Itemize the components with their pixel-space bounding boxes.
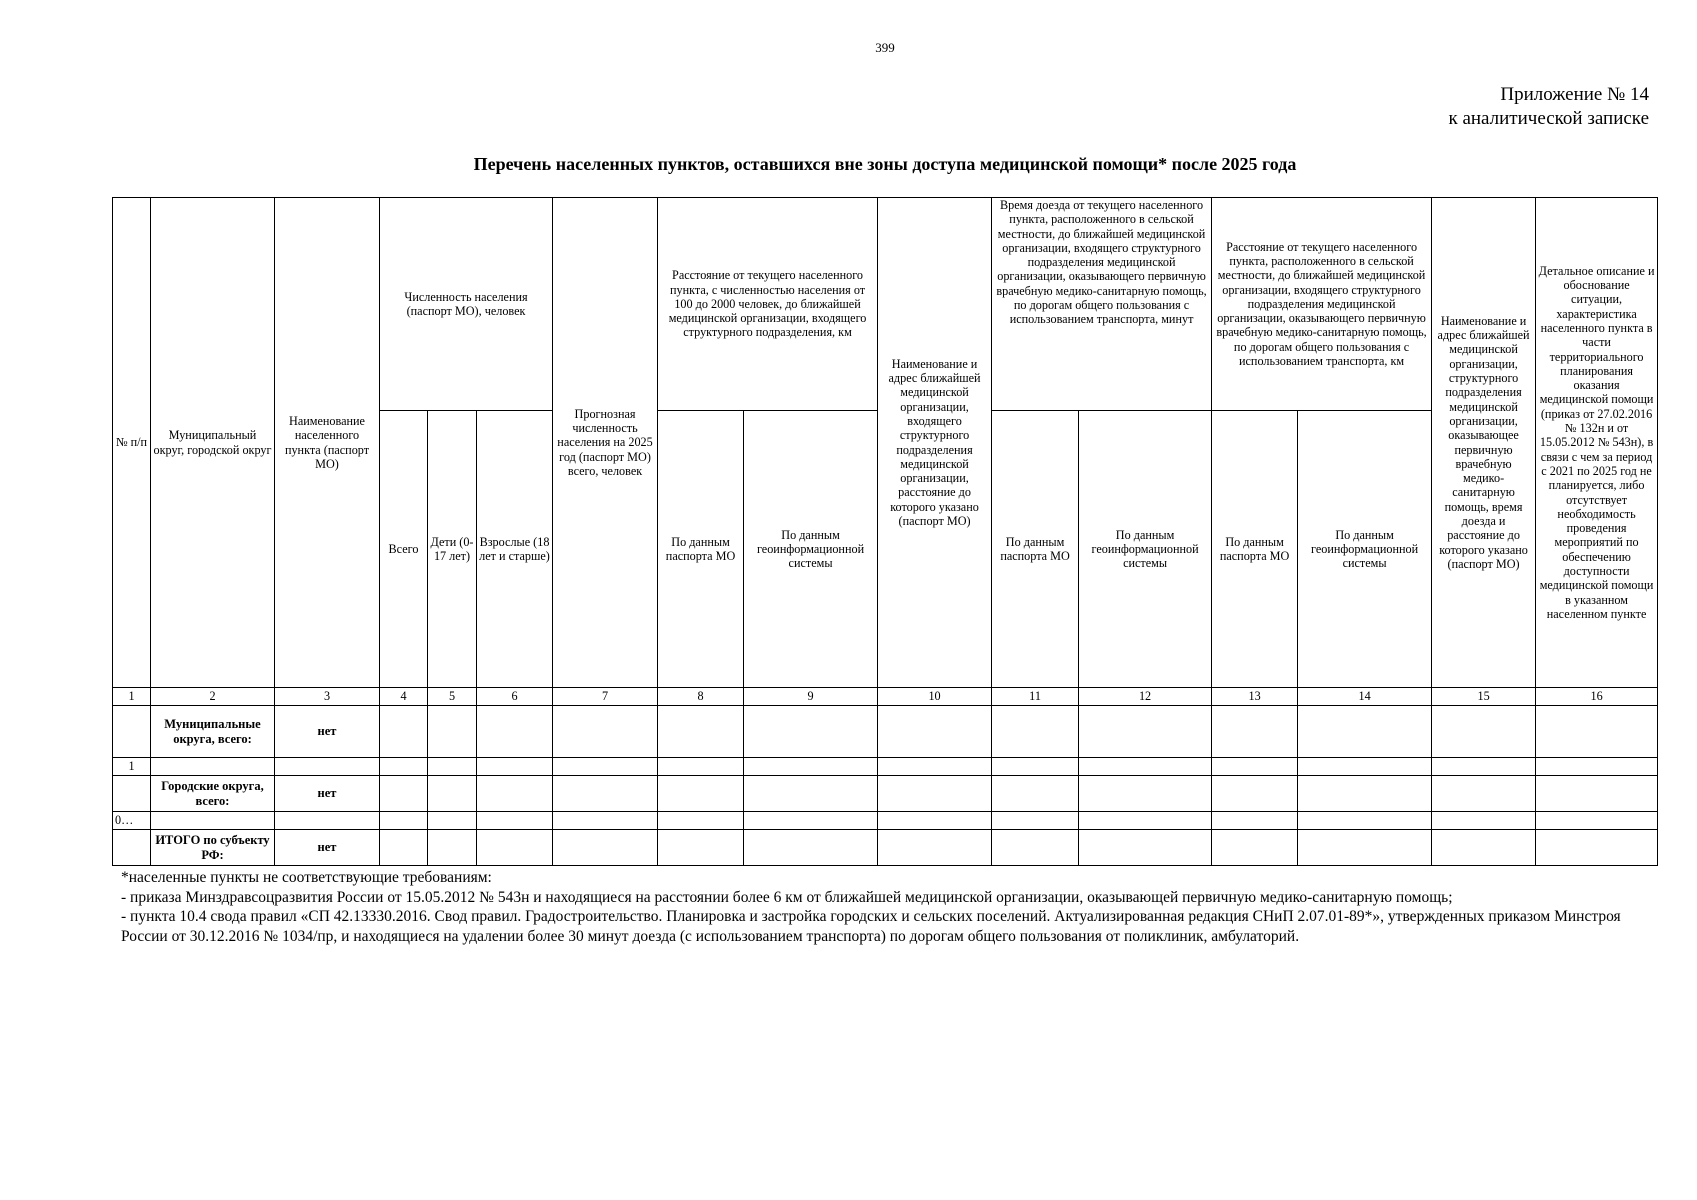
column-number: 13 xyxy=(1212,688,1298,706)
footnote-line-1: *населенные пункты не соответствующие требованиям: xyxy=(121,869,492,886)
column-number: 12 xyxy=(1079,688,1212,706)
header-col-11: По данным паспорта МО xyxy=(992,411,1079,688)
header-col-7: Прогнозная численность населения на 2025 год (паспорт МО) всего, человек xyxy=(553,198,658,688)
row-number: 0… xyxy=(113,812,151,830)
header-col-5: Дети (0-17 лет) xyxy=(428,411,477,688)
column-number: 15 xyxy=(1432,688,1536,706)
header-col-16: Детальное описание и обоснование ситуации, характеристика населенного пункта в части территориального планирования оказания медицинской помощи (приказ от 27.02.2016 № 132н и от 15.05.2012 № 543н), в связи с чем за период с 2021 по 2025 год не планируется, либо отсутствует необходимость проведения мероприятий по обеспечению доступности медицинской помощи в указанном населенном пункте xyxy=(1536,198,1658,688)
page-number: 399 xyxy=(875,40,895,55)
column-number: 8 xyxy=(658,688,744,706)
appendix-label xyxy=(1448,83,1649,131)
header-col-3: Наименование населенного пункта (паспорт МО) xyxy=(275,198,380,688)
table-row xyxy=(113,758,1658,776)
header-group-population: Численность населения (паспорт МО), человек xyxy=(380,198,553,411)
municipal-total-label: Муниципальные округа, всего: xyxy=(151,706,275,758)
footnote xyxy=(121,868,1661,946)
header-group-distance-rural: Расстояние от текущего населенного пункта, расположенного в сельской местности, до ближайшей медицинской организации, входящего структурного подразделения медицинской организации, оказывающего первичную врачебную медико-санитарную помощь, по дорогам общего пользования с использованием транспорта, км xyxy=(1212,198,1432,411)
column-number: 6 xyxy=(477,688,553,706)
table-row-municipal-total xyxy=(113,706,1658,758)
footnote-line-3: - пункта 10.4 свода правил «СП 42.13330.2016. Свод правил. Градостроительство. Планировка и застройка городских и сельских поселений. Актуализированная редакция СНиП 2.07.01-89*», утвержденных приказом Минстроя России от 30.12.2016 № 1034/пр, и находящиеся на удалении более 30 минут доезда (с использованием транспорта) по дорогам общего пользования от поликлиник, амбулаторий. xyxy=(121,908,1621,945)
table-row xyxy=(113,812,1658,830)
header-col-8: По данным паспорта МО xyxy=(658,411,744,688)
column-number: 4 xyxy=(380,688,428,706)
header-col-13: По данным паспорта МО xyxy=(1212,411,1298,688)
header-col-6: Взрослые (18 лет и старше) xyxy=(477,411,553,688)
column-number: 3 xyxy=(275,688,380,706)
column-number: 10 xyxy=(878,688,992,706)
column-number: 11 xyxy=(992,688,1079,706)
header-col-2: Муниципальный округ, городской округ xyxy=(151,198,275,688)
header-col-1: № п/п xyxy=(113,198,151,688)
column-number: 14 xyxy=(1298,688,1432,706)
column-number-row xyxy=(113,688,1658,706)
table-row-grand-total xyxy=(113,830,1658,866)
column-number: 1 xyxy=(113,688,151,706)
column-number: 16 xyxy=(1536,688,1658,706)
header-group-distance-100-2000: Расстояние от текущего населенного пункта, с численностью населения от 100 до 2000 человек, до ближайшей медицинской организации, входящего структурного подразделения, км xyxy=(658,198,878,411)
appendix-line-1: Приложение № 14 xyxy=(1500,84,1649,105)
column-number: 5 xyxy=(428,688,477,706)
municipal-total-value: нет xyxy=(275,706,380,758)
urban-total-label: Городские округа, всего: xyxy=(151,776,275,812)
header-group-travel-time: Время доезда от текущего населенного пункта, расположенного в сельской местности, до ближайшей медицинской организации, входящего структурного подразделения медицинской организации, оказывающего первичную врачебную медико-санитарную помощь, по дорогам общего пользования с использованием транспорта, минут xyxy=(992,198,1212,411)
row-number: 1 xyxy=(113,758,151,776)
header-col-14: По данным геоинформационной системы xyxy=(1298,411,1432,688)
settlements-table xyxy=(112,197,1658,866)
grand-total-value: нет xyxy=(275,830,380,866)
column-number: 9 xyxy=(744,688,878,706)
document-title: Перечень населенных пунктов, оставшихся вне зоны доступа медицинской помощи* после 2025 года xyxy=(473,154,1297,174)
table-row-urban-total xyxy=(113,776,1658,812)
header-col-10: Наименование и адрес ближайшей медицинской организации, входящего структурного подразделения медицинской организации, расстояние до которого указано (паспорт МО) xyxy=(878,198,992,688)
column-number: 7 xyxy=(553,688,658,706)
footnote-line-2: - приказа Минздравсоцразвития России от 15.05.2012 № 543н и находящиеся на расстоянии более 6 км от ближайшей медицинской организации, оказывающей первичную медико-санитарную помощь; xyxy=(121,888,1453,906)
header-col-9: По данным геоинформационной системы xyxy=(744,411,878,688)
header-col-4: Всего xyxy=(380,411,428,688)
urban-total-value: нет xyxy=(275,776,380,812)
appendix-line-2: к аналитической записке xyxy=(1448,108,1649,129)
header-col-12: По данным геоинформационной системы xyxy=(1079,411,1212,688)
header-col-15: Наименование и адрес ближайшей медицинской организации, структурного подразделения медицинской организации, оказывающее первичную врачебную медико-санитарную помощь, время доезда и расстояние до которого указано (паспорт МО) xyxy=(1432,198,1536,688)
column-number: 2 xyxy=(151,688,275,706)
grand-total-label: ИТОГО по субъекту РФ: xyxy=(151,830,275,866)
